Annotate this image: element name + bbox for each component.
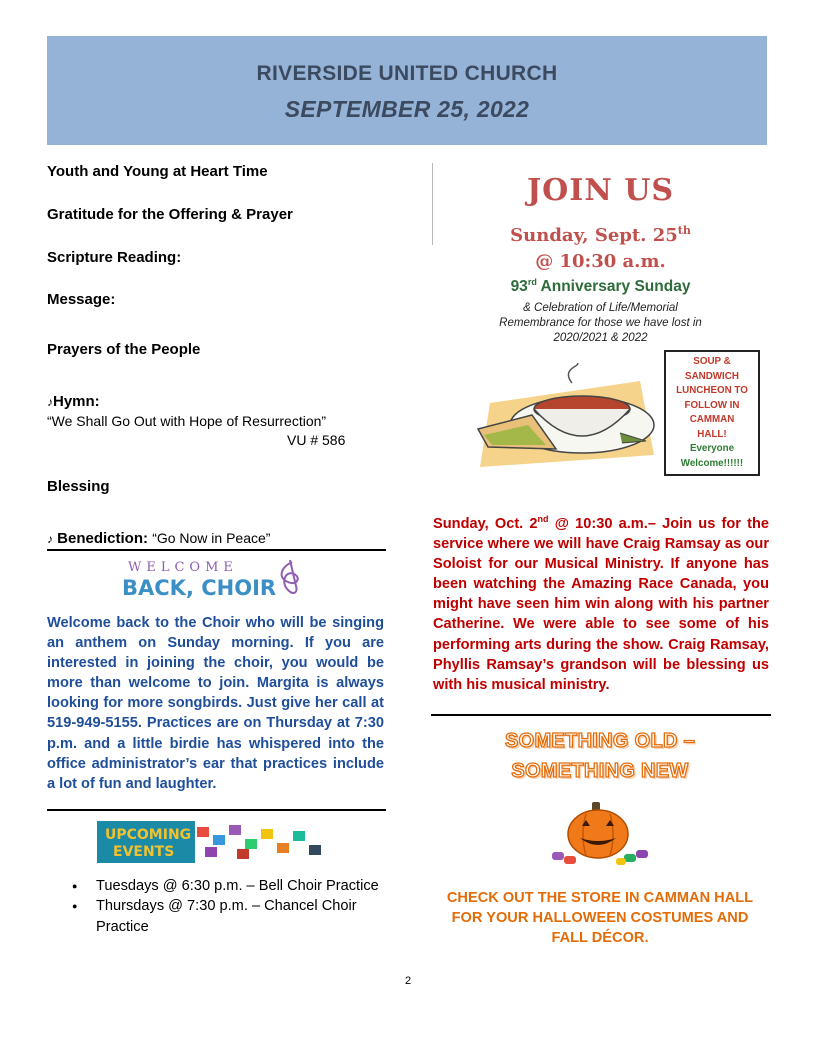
hymn-heading: [47, 393, 100, 410]
celebration-line: & Celebration of Life/Memorial: [523, 302, 678, 314]
welcome-line: Everyone: [689, 443, 735, 454]
divider: [47, 549, 386, 551]
store-title-line1: SOMETHING OLD –: [504, 730, 696, 752]
luncheon-line: SOUP &: [693, 356, 731, 367]
poster-anniversary: [432, 277, 769, 296]
welcome-back-choir-graphic: [120, 556, 310, 602]
back-choir-text: BACK, CHOIR: [122, 576, 277, 600]
hymn-number: VU # 586: [287, 432, 346, 448]
oct2-time: @ 10:30 a.m.: [548, 516, 648, 532]
anniversary-suffix: rd: [527, 277, 537, 287]
scripture-reading: Scripture Reading:: [47, 249, 182, 266]
hymn-label: Hymn:: [53, 393, 100, 410]
upcoming-text: UPCOMING: [105, 827, 192, 843]
luncheon-line: HALL!: [697, 428, 727, 440]
benediction-line: [47, 530, 270, 547]
music-note-icon: ♪: [47, 532, 53, 546]
hymn-title: “We Shall Go Out with Hope of Resurrection”: [47, 413, 327, 429]
events-text: EVENTS: [113, 844, 175, 860]
list-item: ● Tuesdays @ 6:30 p.m. – Bell Choir Practice: [72, 876, 385, 896]
join-us-poster: [432, 163, 769, 488]
list-item: ● Thursdays @ 7:30 p.m. – Chancel Choir Practice: [72, 896, 385, 937]
divider: [431, 714, 771, 716]
soup-sandwich-illustration: [470, 363, 660, 475]
oct2-announcement: [433, 514, 769, 695]
poster-celebration: [432, 301, 769, 346]
bulletin-date: SEPTEMBER 25, 2022: [284, 96, 530, 122]
oct2-sup: nd: [537, 514, 549, 525]
church-name: RIVERSIDE UNITED CHURCH: [256, 62, 558, 85]
store-notice: CHECK OUT THE STORE IN CAMMAN HALL FOR YOUR HALLOWEEN COSTUMES AND FALL DÉCOR.: [446, 890, 754, 946]
store-title-line2: SOMETHING NEW: [511, 760, 689, 782]
welcome-text: WELCOME: [128, 560, 238, 575]
choir-paragraph: Welcome back to the Choir who will be singing an anthem on Sunday morning. If you are interested in joining the choir, you would be more than welcome to join. Margita is always looking for more songbirds. Just give her call at 519-949-5155. Practices are on Thursday at 7:30 p.m. and a little birdie has whispered into the office administrator’s ear that practices include a lot of fun and laughter.: [47, 615, 384, 792]
welcome-line: Welcome!!!!!!: [680, 457, 744, 469]
blessing-heading: Blessing: [47, 478, 110, 495]
prayers-heading: Prayers of the People: [47, 341, 201, 358]
offering-prayer: Gratitude for the Offering & Prayer: [47, 206, 293, 223]
benediction-label: Benediction:: [57, 530, 149, 547]
poster-date-suffix: th: [677, 224, 691, 237]
luncheon-notice-box: [664, 350, 760, 476]
oct2-lead: Sunday, Oct. 2: [433, 516, 538, 532]
treble-clef-icon: [282, 560, 298, 593]
benediction-title: “Go Now in Peace”: [152, 530, 271, 546]
poster-date-line: Sunday, Sept. 25: [510, 225, 678, 246]
anniversary-text: Anniversary Sunday: [536, 278, 691, 296]
divider: [47, 809, 386, 811]
page-number: 2: [404, 975, 412, 987]
youth-time: Youth and Young at Heart Time: [47, 163, 268, 180]
poster-date: [432, 218, 769, 275]
anniversary-number: 93: [510, 278, 528, 296]
poster-time: @ 10:30 a.m.: [535, 251, 666, 272]
celebration-line: 2020/2021 & 2022: [553, 332, 648, 344]
luncheon-line: CAMMAN: [689, 414, 735, 425]
music-note-icon: ♪: [47, 395, 53, 409]
luncheon-line: LUNCHEON TO: [676, 385, 748, 396]
upcoming-events-banner: [97, 821, 330, 863]
message-heading: Message:: [47, 291, 116, 308]
luncheon-line: SANDWICH: [685, 370, 739, 382]
celebration-line: Remembrance for those we have lost in: [499, 317, 702, 329]
upcoming-events-list: [72, 876, 385, 937]
poster-headline: JOIN US: [526, 173, 675, 208]
pumpkin-icon: [550, 800, 654, 870]
header-banner: [47, 36, 767, 145]
oct2-body: – Join us for the service where we will have Craig Ramsay as our Soloist for our Musical Ministry. If anyone has been watching the Amazing Race Canada, you might have seen him win along with his partner Catherine. We were able to see some of his performing arts during the show. Craig Ramsay, Phyllis Ramsay’s grandson will be blessing us with his musical ministry.: [433, 516, 769, 693]
luncheon-line: FOLLOW IN: [684, 399, 740, 411]
